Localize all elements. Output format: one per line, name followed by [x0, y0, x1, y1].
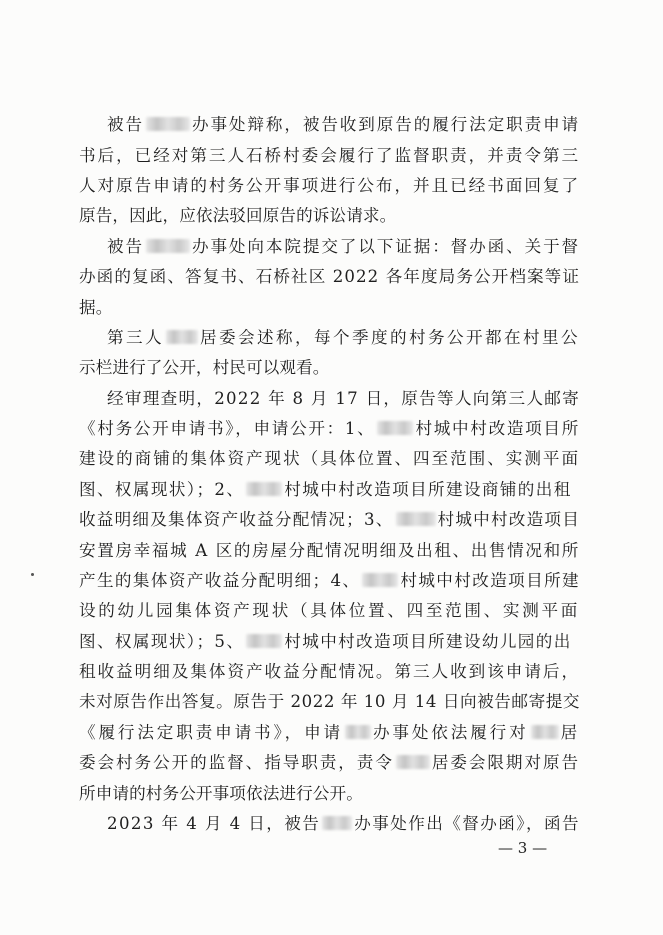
text-line: [0, 141, 663, 171]
text-run: 被告: [107, 237, 144, 256]
text-run: 人对原告申请的村务公开事项进行公布，并且已经书面回复了: [79, 176, 581, 195]
text-line: [0, 657, 663, 687]
page-number: — 3 —: [498, 839, 548, 857]
text-run: 《村务公开申请书》，申请公开：1、: [79, 419, 376, 438]
redacted-name: [146, 117, 190, 131]
text-run: 经审理查明，2022 年 8 月 17 日，原告等人向第三人邮寄: [107, 389, 581, 408]
text-run: 第三人: [107, 328, 164, 347]
text-line: [0, 262, 663, 292]
text-line: [0, 627, 663, 657]
text-run: 居委会限期对原告: [431, 753, 581, 772]
text-run: 办事处辩称，被告收到原告的履行法定职责申请: [191, 115, 581, 134]
text-run: 《履行法定职责申请书》，申请: [79, 723, 343, 742]
text-line: [0, 110, 663, 140]
redacted-name: [396, 512, 436, 526]
text-run: 居委会述称，每个季度的村务公开都在村里公: [200, 328, 580, 347]
redacted-name: [531, 725, 559, 739]
text-line: [0, 171, 663, 201]
redacted-name: [377, 421, 413, 435]
text-line: [0, 536, 663, 566]
text-run: 设的幼儿园集体资产现状（具体位置、四至范围、实测平面: [79, 601, 581, 620]
text-line: [0, 201, 663, 231]
scan-speck: [31, 573, 34, 576]
text-run: 村城中村改造项目所建设幼儿园的出: [284, 632, 572, 651]
text-run: 示栏进行了公开，村民可以观看。: [79, 358, 330, 377]
text-run: 办事处依法履行对: [372, 723, 529, 742]
text-line: [0, 687, 663, 717]
text-run: 村城中村改造项目所建: [400, 571, 581, 590]
text-line: [0, 444, 663, 474]
text-run: 所申请的村务公开事项依法进行公开。: [79, 784, 363, 803]
text-run: 村城中村改造项目: [437, 510, 581, 529]
text-line: [0, 293, 663, 323]
text-line: [0, 566, 663, 596]
text-run: 未对原告作出答复。原告于 2022 年 10 月 14 日向被告邮寄提交: [79, 692, 581, 711]
text-line: [0, 414, 663, 444]
text-line: [0, 232, 663, 262]
text-line: [0, 718, 663, 748]
text-run: 办事处作出《督办函》，函告: [354, 814, 580, 833]
text-line: [0, 353, 663, 383]
text-line: [0, 475, 663, 505]
text-run: 建设的商铺的集体资产现状（具体位置、四至范围、实测平面: [79, 449, 581, 468]
text-line: [0, 384, 663, 414]
text-line: [0, 596, 663, 626]
text-run: 图、权属现状）；5、: [79, 632, 245, 651]
text-run: 办事处向本院提交了以下证据：督办函、关于督: [191, 237, 581, 256]
text-run: 图、权属现状）；2、: [79, 480, 245, 499]
text-run: 产生的集体资产收益分配明细；4、: [79, 571, 361, 590]
text-run: 安置房幸福城 A 区的房屋分配情况明细及出租、出售情况和所: [79, 541, 581, 560]
redacted-name: [362, 573, 398, 587]
redacted-name: [345, 725, 371, 739]
text-run: 办函的复函、答复书、石桥社区 2022 各年度局务公开档案等证: [79, 267, 581, 286]
text-run: 2023 年 4 月 4 日，被告: [107, 814, 321, 833]
text-run: 租收益明细及集体资产收益分配情况。第三人收到该申请后，: [79, 662, 581, 681]
text-run: 据。: [79, 298, 113, 317]
redacted-name: [246, 634, 282, 648]
text-run: 被告: [107, 115, 144, 134]
text-line: [0, 809, 663, 839]
text-line: [0, 505, 663, 535]
text-line: [0, 748, 663, 778]
text-run: 收益明细及集体资产收益分配情况；3、: [79, 510, 394, 529]
redacted-name: [166, 330, 198, 344]
redacted-name: [396, 755, 430, 769]
redacted-name: [246, 482, 282, 496]
text-run: 居: [560, 723, 581, 742]
text-line: [0, 323, 663, 353]
redacted-name: [146, 239, 190, 253]
redacted-name: [322, 816, 352, 830]
text-run: 委会村务公开的监督、指导职责，责令: [79, 753, 394, 772]
text-line: [0, 779, 663, 809]
text-run: 书后，已经对第三人石桥村委会履行了监督职责，并责令第三: [79, 146, 581, 165]
text-run: 原告，因此，应依法驳回原告的诉讼请求。: [79, 206, 397, 225]
text-run: 村城中村改造项目所建设商铺的出租: [284, 480, 572, 499]
text-run: 村城中村改造项目所: [415, 419, 580, 438]
